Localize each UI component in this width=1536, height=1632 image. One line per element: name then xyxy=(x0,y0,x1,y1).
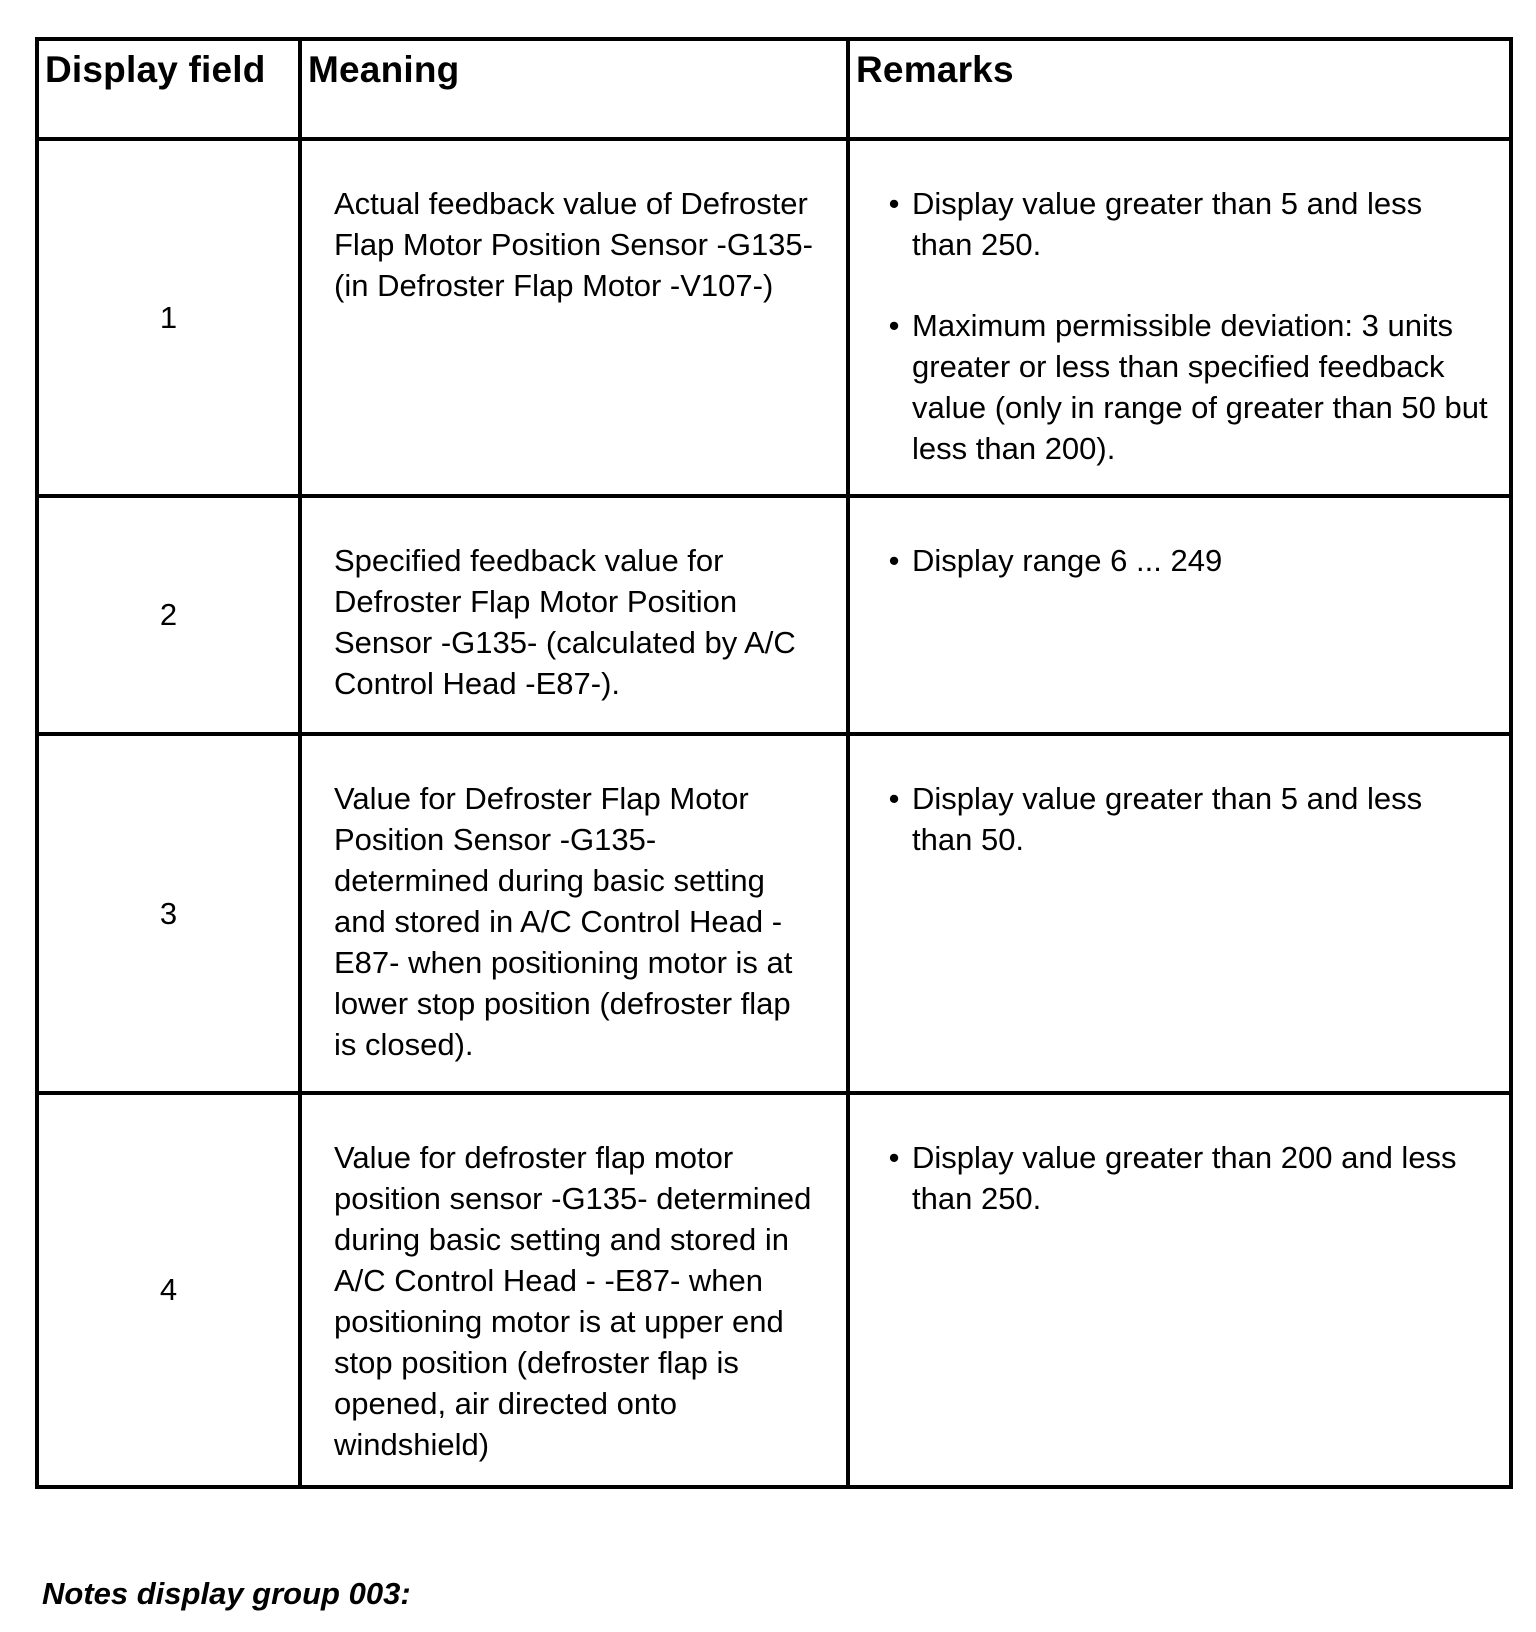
table-header-row xyxy=(37,39,1511,139)
display-field-cell: 1 xyxy=(37,139,300,496)
bullet-icon: • xyxy=(888,1140,900,1175)
display-group-table xyxy=(35,37,1513,1489)
meaning-cell: Value for Defroster Flap Motor Position Sensor -G135- determined during basic setting and stored in A/C Control Head -E87- when positioning motor is at lower stop position (defroster flap is closed). xyxy=(300,734,848,1093)
header-meaning: Meaning xyxy=(300,39,848,139)
bullet-icon: • xyxy=(888,186,900,221)
remark-text: Maximum permissible deviation: 3 units greater or less than specified feedback value (only in range of greater than 50 but less than 200). xyxy=(912,308,1488,466)
table-row xyxy=(37,496,1511,734)
meaning-cell: Actual feedback value of Defroster Flap Motor Position Sensor -G135- (in Defroster Flap Motor -V107-) xyxy=(300,139,848,496)
display-field-cell: 4 xyxy=(37,1093,300,1487)
remarks-cell xyxy=(848,139,1511,496)
meaning-cell: Specified feedback value for Defroster Flap Motor Position Sensor -G135- (calculated by A/C Control Head -E87-). xyxy=(300,496,848,734)
remark-item xyxy=(882,183,1489,265)
remarks-list xyxy=(882,778,1489,860)
remarks-list xyxy=(882,1137,1489,1219)
header-display-field: Display field xyxy=(37,39,300,139)
remarks-list xyxy=(882,540,1489,581)
remark-item xyxy=(882,778,1489,860)
display-field-cell: 3 xyxy=(37,734,300,1093)
remark-text: Display value greater than 200 and less than 250. xyxy=(912,1140,1457,1216)
notes-heading: Notes display group 003: xyxy=(42,1576,411,1611)
remark-text: Display range 6 ... 249 xyxy=(912,543,1223,578)
remark-text: Display value greater than 5 and less than 50. xyxy=(912,781,1423,857)
remark-text: Display value greater than 5 and less than 250. xyxy=(912,186,1423,262)
remarks-list xyxy=(882,183,1489,469)
remarks-cell xyxy=(848,496,1511,734)
header-remarks: Remarks xyxy=(848,39,1511,139)
remark-item xyxy=(882,305,1489,469)
table-row xyxy=(37,139,1511,496)
remarks-cell xyxy=(848,734,1511,1093)
remark-item xyxy=(882,540,1489,581)
remarks-cell xyxy=(848,1093,1511,1487)
table-row xyxy=(37,734,1511,1093)
display-field-cell: 2 xyxy=(37,496,300,734)
bullet-icon: • xyxy=(888,308,900,343)
meaning-cell: Value for defroster flap motor position sensor -G135- determined during basic setting and stored in A/C Control Head - -E87- when positioning motor is at upper end stop position (defroster flap is opened, air directed onto windshield) xyxy=(300,1093,848,1487)
bullet-icon: • xyxy=(888,781,900,816)
table-row xyxy=(37,1093,1511,1487)
remark-item xyxy=(882,1137,1489,1219)
bullet-icon: • xyxy=(888,543,900,578)
